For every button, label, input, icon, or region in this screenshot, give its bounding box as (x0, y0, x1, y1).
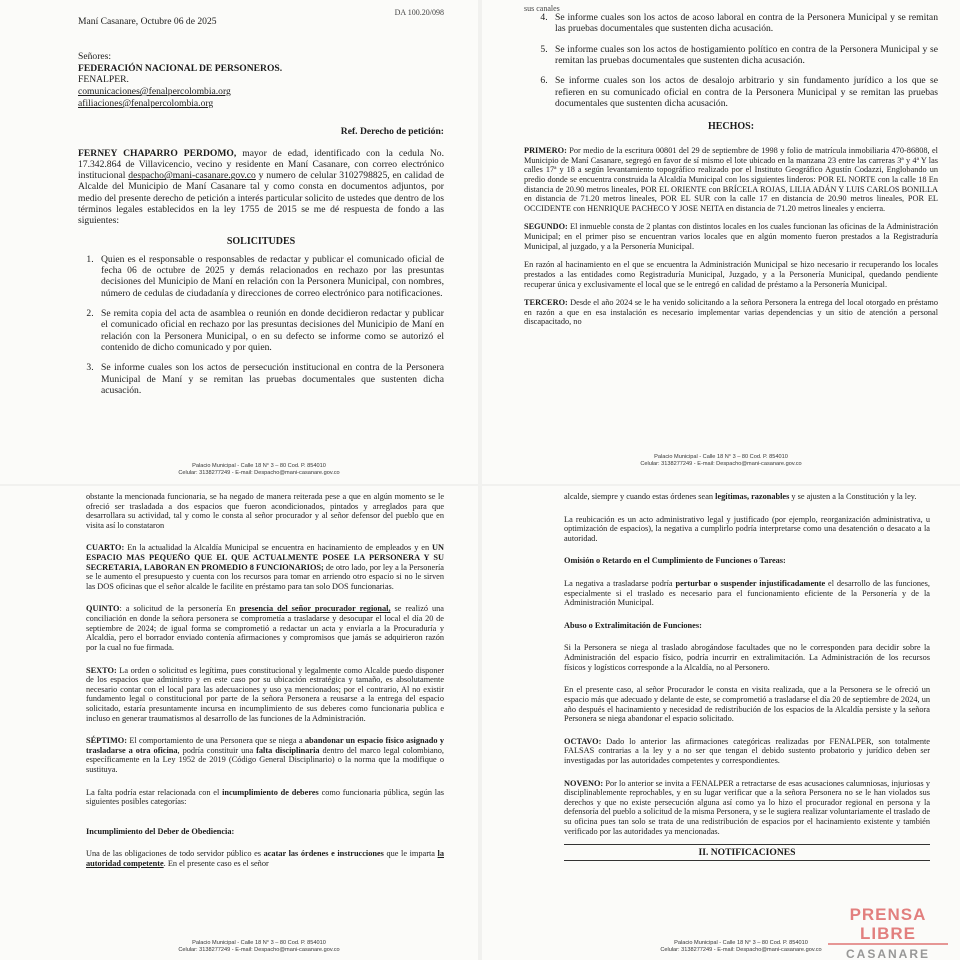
list-item: 4. Se informe cuales son los actos de acoso laboral en contra de la Personera Municipal y se remitan las pruebas documentales que sustenten dicha acusación. (550, 12, 938, 35)
paragraph-hacinamiento: En razón al hacinamiento en el que se encuentra la Administración Municipal se hizo necesario ir recuperando los locales prestados a las entidades como Registraduría Municipal, Juzgado, y a la Personería Municipal, quedando pendiente recuperar única y exclusivamente el local que se le entregó en calidad de préstamo a la Personería Municipal. (524, 260, 938, 289)
paragraph-cuarto: CUARTO: En la actualidad la Alcaldía Municipal se encuentra en hacinamiento de empleados y en UN ESPACIO MAS PEQUEÑO QUE EL QUE ACTUALMENTE POSEE LA PERSONERA Y SU SECRETARIA, LABORAN EN PROMEDIO 8 FUNCIONARIOS; de otro lado, por ley a la Personería se le aumento el presupuesto y cuenta con los recursos para tomar en arriendo otro espacio si no le sirven las DOS oficinas que el señor alcalde le facilite en préstamo para tan solo DOS funcionarias. (86, 543, 444, 591)
list-item: 6. Se informe cuales son los actos de desalojo arbitrario y sin fundamento jurídico a los que se refieren en su comunicado oficial en contra de la Personera Municipal y se remitan las pruebas documentales que sustenten dicha acusación. (550, 75, 938, 109)
paragraph-falta: La falta podría estar relacionada con el incumplimiento de deberes como funcionaria pública, según las siguientes posibles categorías: (86, 787, 445, 807)
request-list (524, 12, 938, 109)
section-title-notificaciones: II. NOTIFICACIONES (564, 844, 930, 861)
paragraph-segundo: SEGUNDO: El inmueble consta de 2 plantas con distintos locales en los cuales funcionan las oficinas de la Administración Municipal; en el primer piso se encuentran varios locales que en algún momento fueron prestados a la Registraduría Municipal, al juzgado, y a la Personería Municipal. (524, 222, 938, 251)
paragraph-tercero: TERCERO: Desde el año 2024 se le ha venido solicitando a la señora Personera la entrega del local otorgado en préstamo en razón a que en esa instalación es necesario implementar varias dependencias y un sitio de atención a personal discapacitado, no (524, 298, 938, 327)
page-footer: Palacio Municipal - Calle 18 N° 3 – 80 Cod. P. 854010 Celular: 3138277249 - E-mail: Despacho@mani-casanare.gov.co (178, 462, 340, 476)
paragraph-omision: La negativa a trasladarse podría perturbar o suspender injustificadamente el desarrollo de las funciones, especialmente si el traslado es necesario para el funcionamiento eficiente de la Personería y de la Administración Municipal. (564, 579, 930, 608)
page-footer: Palacio Municipal - Calle 18 N° 3 – 80 Cod. P. 854010 Celular: 3138277249 - E-mail: Despacho@mani-casanare.gov.co (640, 453, 802, 467)
list-item: 1. Quien es el responsable o responsables de redactar y publicar el comunicado oficial de fecha 06 de octubre de 2025 y demás relacionados en rechazo por las presuntas decisiones del Municipio de Maní en relación con la Personera Municipal, con nombres, número de cedulas de ciudadanía y direcciones de correo electrónico para notificaciones. (96, 254, 444, 299)
document-reference-code: DA 100.20/098 (394, 8, 444, 16)
sender-email-link[interactable]: despacho@mani-casanare.gov.co (128, 170, 256, 182)
reference-line: Ref. Derecho de petición: (340, 125, 444, 137)
subheading-abuso: Abuso o Extralimitación de Funciones: (564, 620, 702, 630)
paragraph-abuso: Si la Personera se niega al traslado abrogándose facultades que no le corresponden para decidir sobre la Administración del espacio físico, podría incurrir en extralimitación. La Administración de los recursos físicos y logísticos corresponde a la Alcaldía, no al Personero. (564, 643, 930, 672)
paragraph-sexto: SEXTO: La orden o solicitud es legítima, pues constitucional y legalmente como Alcalde puedo disponer de los espacios que administro y en este caso por su ubicación estratégica y tamaño, es absolutamente necesario contar con el local para las adecuaciones y uso ya mencionados; por el contrario, Al no existir fundamento legal o constitucional por parte de la señora Personera a reusarse a la entrega del espacio solicitado, estaría presuntamente incursa en incumplimiento de sus deberes como funcionaria publica e incluso en generar traumatismos al desarrollo de las funciones de la Administración. (86, 665, 444, 723)
paragraph-presente: En el presente caso, al señor Procurador le consta en visita realizada, que a la Personera se le ofreció un espacio más que adecuado y delante de este, se comprometió a trasladarse el día 20 de septiembre de 2024, un año después el hacinamiento y necesidad de redistribución de los espacios de la Alcaldía persiste y la señora Personera se niega abandonar el espacio solicitado. (564, 685, 930, 724)
document-page-2 (482, 0, 960, 484)
list-item: 2. Se remita copia del acta de asamblea o reunión en donde decidieron redactar y publicar el comunicado oficial en rechazo por las presuntas decisiones del Municipio de Maní en relación con la Personera Municipal, o en su defecto se informe como se autorizó el contenido de dicho comunicado y por quien. (96, 308, 444, 353)
paragraph-septimo: SÉPTIMO: El comportamiento de una Personera que se niega a abandonar un espacio físico asignado y trasladarse a otra oficina, podría constituir una falta disciplinaria dentro del marco legal colombiano, específicamente en la Ley 1952 de 2019 (Código General Disciplinario) o la norma que la modifique o sustituya. (86, 736, 445, 775)
section-heading: SOLICITUDES (226, 235, 296, 247)
recipient-org: FENALPER. (78, 74, 129, 86)
request-list (78, 254, 444, 396)
paragraph-continuation: obstante la mencionada funcionaria, se ha negado de manera reiterada pese a que en algún momento se le ofreció ser trasladada a dos espacios que fueron acondicionados, pintados y arreglados para que desarrollara su actividad, tal y como le consta al señor procurador y al señor defensor del pueblo que en visita así lo constataron (86, 492, 444, 530)
page-top-fragment: sus canales (524, 4, 560, 12)
paragraph-noveno: NOVENO: Por lo anterior se invita a FENALPER a retractarse de esas acusaciones calumniosas, injuriosas y disciplinablemente reprochables, y en su lugar verificar que a la señora Personera no se le han violados sus derechos y que no existe persecución alguna así como ya lo hizo el procurador regional en persona y la defensoría del pueblo a solicitud de la misma Personera, y se le sugiera realizar voluntariamente el traslado de su oficina pues tan solo se trata de una redistribución de espacios por el hacinamiento existente y también verificado por las autoridades ya mencionadas. (564, 778, 930, 836)
date-line: Maní Casanare, Octubre 06 de 2025 (78, 16, 217, 27)
list-item: 3. Se informe cuales son los actos de persecución institucional en contra de la Personera Municipal de Maní y se remitan las pruebas documentales que sustenten dicha acusación. (96, 362, 444, 396)
salutation: Señores: (78, 51, 112, 62)
intro-paragraph: FERNEY CHAPARRO PERDOMO, mayor de edad, identificado con la cedula No. 17.342.864 de Villavicencio, vecino y residente en Maní Casanare, con correo electrónico institucional despacho@mani-casanare.gov.co y numero de celular 3102798825, en calidad de Alcalde del Municipio de Maní Casanare tal y como consta en documentos adjuntos, por medio del presente derecho de petición a interés particular solicito de ustedes que dentro de los términos legales establecidos en la ley 1755 de 2015 se me dé respuesta de fondo a las siguientes: (78, 147, 445, 227)
document-page-4 (482, 486, 960, 960)
subheading-omision: Omisión o Retardo en el Cumplimiento de Funciones o Tareas: (564, 556, 786, 566)
watermark-logo: PRENSA LIBRE CASANARE (828, 906, 948, 952)
paragraph-reubicacion: La reubicación es un acto administrativo legal y justificado (por ejemplo, reorganización administrativa, u optimización de espacios), la negativa a cumplirlo podría interpretarse como una desatención o desacato a la autoridad. (564, 514, 930, 543)
recipient-email-link[interactable]: afiliaciones@fenalpercolombia.org (78, 97, 214, 109)
page-footer: Palacio Municipal - Calle 18 N° 3 – 80 Cod. P. 854010 Celular: 3138277249 - E-mail: Despacho@mani-casanare.gov.co (178, 939, 340, 953)
paragraph-continuation: alcalde, siempre y cuando estas órdenes sean legítimas, razonables y se ajusten a la Constitución y la ley. (564, 492, 917, 501)
list-item: 5. Se informe cuales son los actos de hostigamiento político en contra de la Personera Municipal y se remitan las pruebas documentales que sustenten dicha acusación. (550, 44, 938, 67)
paragraph-octavo: OCTAVO: Dado lo anterior las afirmaciones categóricas realizadas por FENALPER, son totalmente FALSAS contrarias a la ley y a no ser que tengan el debido sustento probatorio y jurídico deben ser investigadas por las autoridades competentes y correspondientes. (564, 736, 930, 765)
document-page-1 (0, 0, 478, 484)
paragraph-quinto: QUINTO: a solicitud de la personería En presencia del señor procurador regional, se realizó una conciliación en donde la señora personera se comprometía a trasladarse y desocupar el local el día 20 de septiembre de 2024; de igual forma se comprometió a redactar un acta y enviarla a la Procuraduría y Alcaldía, pero el borrador enviado contenía afirmaciones y compromisos que jamás se adquirieron razón por la cual no fue firmada. (86, 604, 444, 652)
document-page-3 (0, 486, 478, 960)
page-footer: Palacio Municipal - Calle 18 N° 3 – 80 Cod. P. 854010 Celular: 3138277249 - E-mail: Despacho@mani-casanare.gov.co (660, 939, 822, 953)
subheading-obediencia: Incumplimiento del Deber de Obediencia: (86, 826, 235, 836)
paragraph-obediencia: Una de las obligaciones de todo servidor público es acatar las órdenes e instrucciones que le imparta la autoridad competente. En el presente caso es el señor (86, 849, 444, 869)
recipient-name: FEDERACIÓN NACIONAL DE PERSONEROS. (78, 62, 283, 74)
section-heading: HECHOS: (707, 121, 755, 133)
paragraph-primero: PRIMERO: Por medio de la escritura 00801 del 29 de septiembre de 1998 y folio de matrícula inmobiliaria 470-86808, el Municipio de Maní Casanare, segregó en favor de sí mismo el lote ubicado en la manzana 23 entre las carreras 3ª y 4ª Y las calles 17ª y 18 a según levantamiento topográfico realizado por el Instituto Geográfico Agustín Codazzi, Englobando un predio donde se encuentra construida la Alcaldía Municipal con los siguientes linderos: POR EL NORTE con la calle 18 En distancia de 20.90 metros lineales, POR EL ORIENTE con BRÍCELA ROJAS, LILIA ADÁN Y LUIS CARLOS BONILLA en distancia de 71.20 metros lineales, POR EL SUR con la calle 17 en distancia de 20.90 metros lineales, POR EL OCCIDENTE con HENRIQUE PACHECO Y JOSE NEITA en distancia de 71.20 metros lineales y encierra. (524, 146, 938, 213)
recipient-block (78, 51, 444, 110)
recipient-email-link[interactable]: comunicaciones@fenalpercolombia.org (78, 86, 231, 98)
